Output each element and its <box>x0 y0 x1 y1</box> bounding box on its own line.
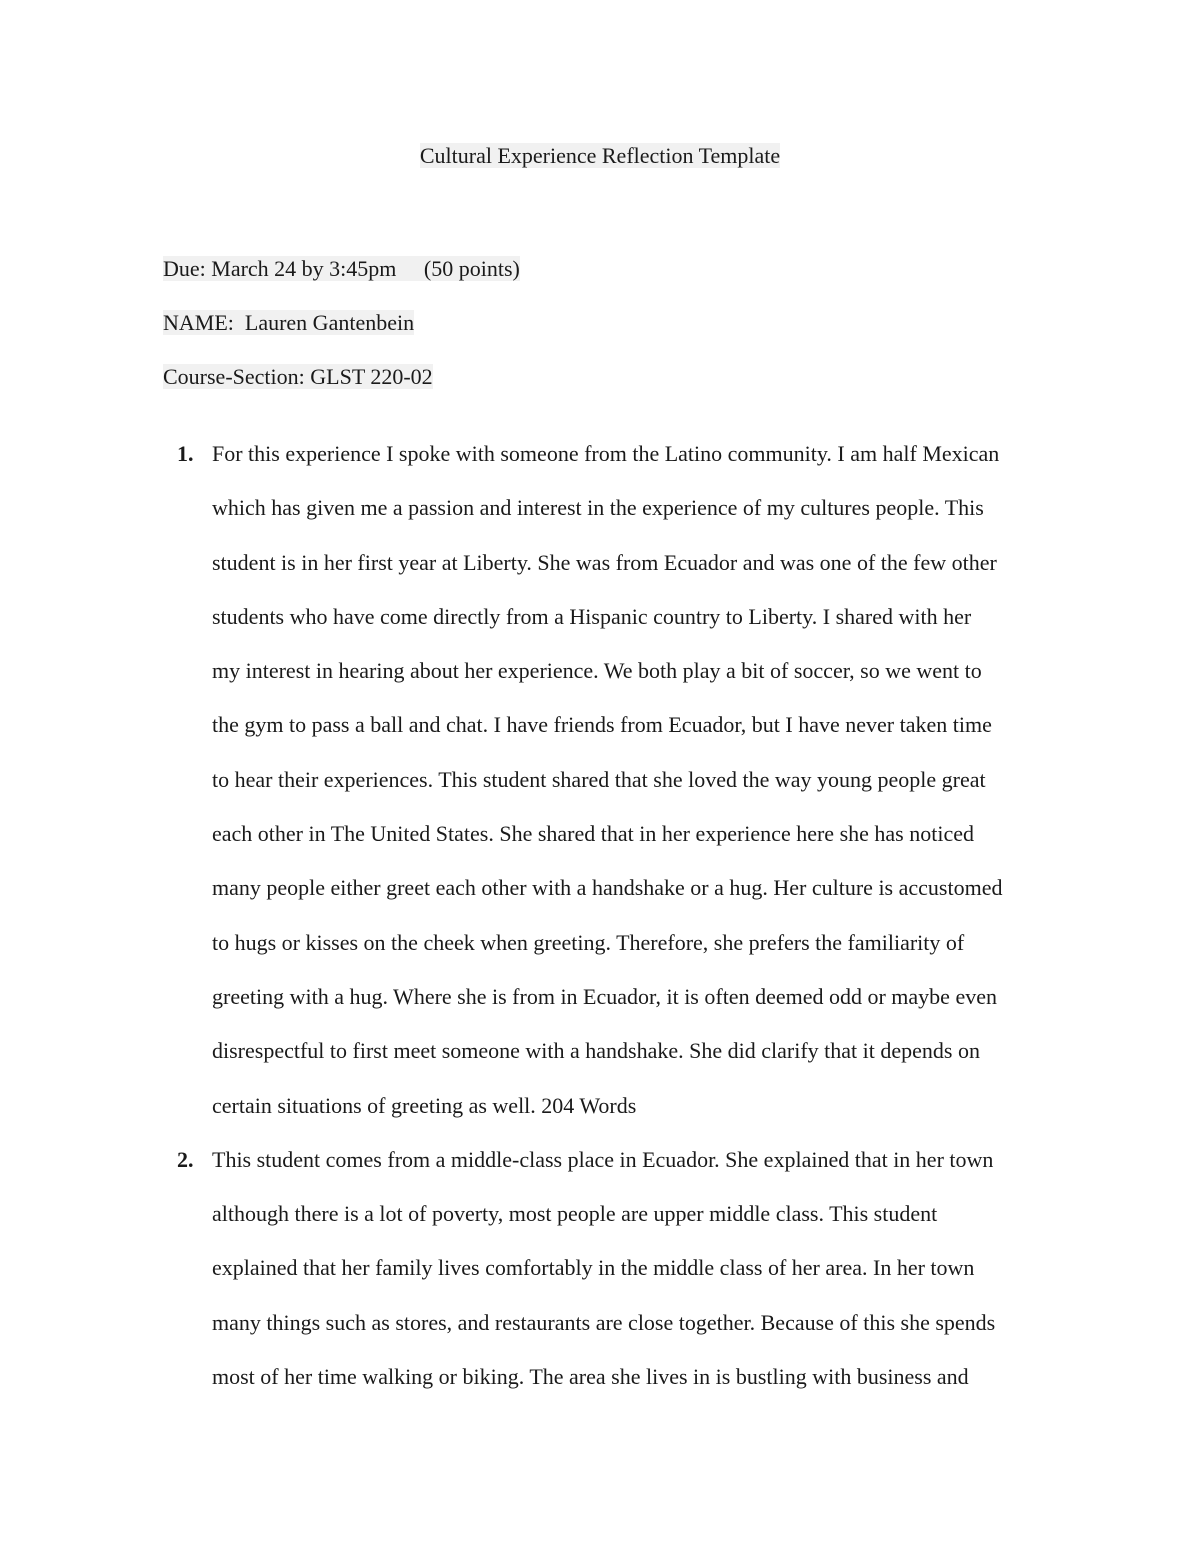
paragraph-line: the gym to pass a ball and chat. I have friends from Ecuador, but I have never taken time <box>212 712 992 738</box>
paragraph-line: For this experience I spoke with someone from the Latino community. I am half Mexican <box>212 441 1000 466</box>
paragraph-line: disrespectful to first meet someone with a handshake. She did clarify that it depends on <box>212 1038 980 1064</box>
document-title <box>0 140 1200 172</box>
paragraph-line: each other in The United States. She shared that in her experience here she has noticed <box>212 821 974 847</box>
paragraph-line: students who have come directly from a Hispanic country to Liberty. I shared with her <box>212 603 972 629</box>
document-title-text: Cultural Experience Reflection Template <box>419 143 781 168</box>
list-item <box>141 438 1081 1144</box>
paragraph-line: student is in her first year at Liberty. She was from Ecuador and was one of the few other <box>212 549 997 575</box>
paragraph-line: to hear their experiences. This student shared that she loved the way young people great <box>212 766 986 792</box>
due-date-text: Due: March 24 by 3:45pm (50 points) <box>163 256 520 281</box>
list-item-number: 1. <box>177 441 194 466</box>
paragraph-line: although there is a lot of poverty, most people are upper middle class. This student <box>212 1201 938 1227</box>
paragraph-line: certain situations of greeting as well. 204 Words <box>212 1092 637 1118</box>
paragraph-line: which has given me a passion and interest in the experience of my cultures people. This <box>212 495 984 521</box>
paragraph-line: many people either greet each other with a handshake or a hug. Her culture is accustomed <box>212 875 1003 901</box>
list-item <box>141 1144 1081 1415</box>
course-section-line <box>141 329 433 425</box>
numbered-list <box>141 438 1081 1415</box>
course-section-text: Course-Section: GLST 220-02 <box>163 364 433 389</box>
student-name-text: NAME: Lauren Gantenbein <box>163 310 415 335</box>
paragraph-line: greeting with a hug. Where she is from in Ecuador, it is often deemed odd or maybe even <box>212 983 997 1009</box>
list-item-number: 2. <box>177 1146 194 1172</box>
paragraph-line: most of her time walking or biking. The area she lives in is bustling with business and <box>212 1364 969 1390</box>
paragraph-line: This student comes from a middle-class place in Ecuador. She explained that in her town <box>212 1146 994 1172</box>
paragraph-line: explained that her family lives comfortably in the middle class of her area. In her town <box>212 1255 975 1281</box>
paragraph-line: my interest in hearing about her experience. We both play a bit of soccer, so we went to <box>212 658 982 684</box>
paragraph-line: to hugs or kisses on the cheek when greeting. Therefore, she prefers the familiarity of <box>212 929 965 955</box>
paragraph-line: many things such as stores, and restaurants are close together. Because of this she spends <box>212 1309 996 1335</box>
